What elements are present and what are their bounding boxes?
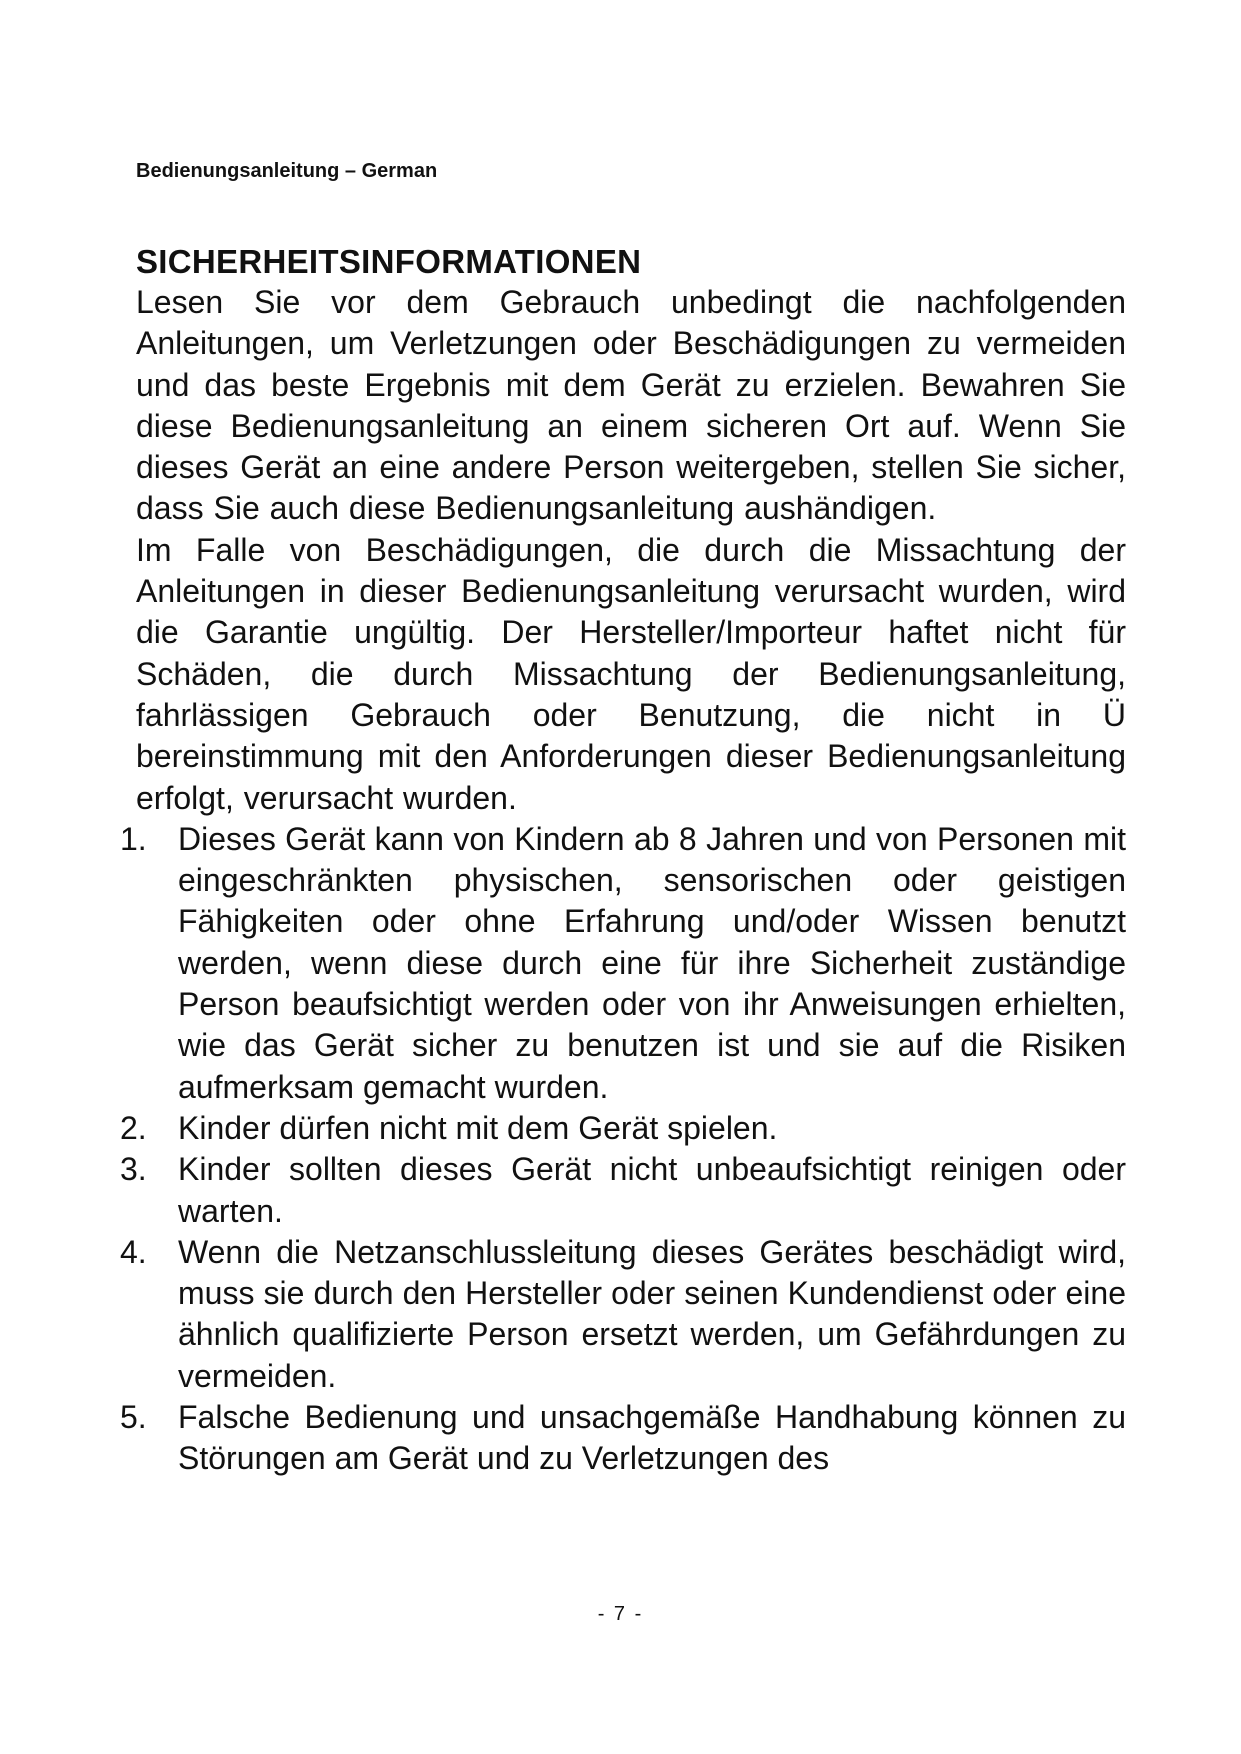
safety-rules-list <box>120 819 1126 1480</box>
list-item-number: 2. <box>120 1109 147 1146</box>
list-item-number: 5. <box>120 1399 147 1436</box>
safety-section <box>120 242 1126 1480</box>
list-item-number: 3. <box>120 1151 147 1188</box>
list-item-number: 4. <box>120 1233 147 1270</box>
list-item-text: Kinder dürfen nicht mit dem Gerät spielen. <box>178 1109 778 1146</box>
list-item <box>120 1232 1126 1397</box>
list-item-text: Wenn die Netzanschlussleitung dieses Gerätes beschädigt wird, muss sie durch den Hersteller oder seinen Kundendienst oder eine ähnlich qualifizierte Person ersetzt werden, um Gefährdungen zu vermeiden. <box>178 1233 1126 1394</box>
list-item <box>120 1108 1126 1149</box>
list-item <box>120 1397 1126 1480</box>
list-item-text: Falsche Bedienung und unsachgemäße Handhabung können zu Störungen am Gerät und zu Verletzungen des <box>178 1399 1126 1477</box>
intro-paragraph: Lesen Sie vor dem Gebrauch unbedingt die nachfolgenden Anleitungen, um Verletzungen oder Beschädigungen zu vermeiden und das beste Ergebnis mit dem Gerät zu erzielen. Bewahren Sie diese Bedienungsanleitung an einem sicheren Ort auf. Wenn Sie dieses Gerät an eine andere Person weitergeben, stellen Sie sicher, dass Sie auch diese Bedienungsanleitung aushändigen. <box>136 284 1126 527</box>
warranty-paragraph: Im Falle von Beschädigungen, die durch die Missachtung der Anleitungen in dieser Bedienungsanleitung verursacht wurden, wird die Garantie ungültig. Der Hersteller/Importeur haftet nicht für Schäden, die durch Missachtung der Bedienungsanleitung, fahrlässigen Gebrauch oder Benutzung, die nicht in Ü bereinstimmung mit den Anforderungen dieser Bedienungsanleitung erfolgt, verursacht wurden. <box>136 531 1126 816</box>
list-item <box>120 819 1126 1108</box>
section-title: SICHERHEITSINFORMATIONEN <box>136 243 642 280</box>
running-header: Bedienungsanleitung – German <box>136 160 438 182</box>
list-item-text: Dieses Gerät kann von Kindern ab 8 Jahren und von Personen mit eingeschränkten physischen, sensorischen oder geistigen Fähigkeiten oder ohne Erfahrung und/oder Wissen benutzt werden, wenn diese durch eine für ihre Sicherheit zuständige Person beaufsichtigt werden oder von ihr Anweisungen erhielten, wie das Gerät sicher zu benutzen ist und sie auf die Risiken aufmerksam gemacht wurden. <box>178 820 1126 1105</box>
list-item-text: Kinder sollten dieses Gerät nicht unbeaufsichtigt reinigen oder warten. <box>178 1151 1126 1229</box>
page-number: - 7 - <box>597 1603 644 1625</box>
list-item-number: 1. <box>120 820 147 857</box>
list-item <box>120 1149 1126 1232</box>
